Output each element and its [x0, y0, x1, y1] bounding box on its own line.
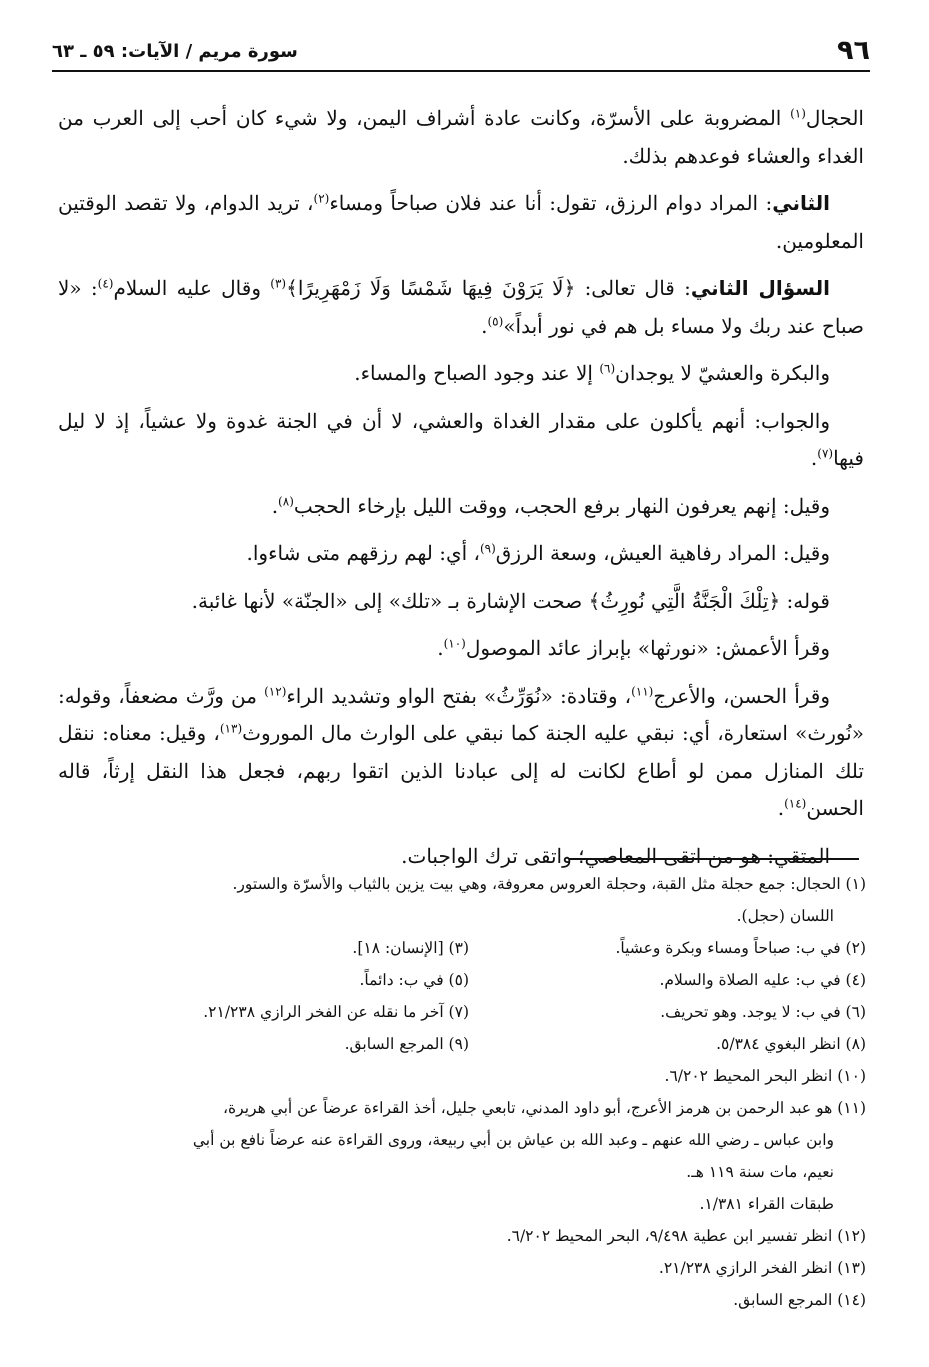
paragraph-6: وقيل: إنهم يعرفون النهار برفع الحجب، ووقت الليل بإرخاء الحجب$^{(٨)}$.: [271, 493, 830, 518]
footnote-11-continuation: طبقات القراء ١/٣٨١.: [699, 1195, 834, 1213]
footnote-ref-6[interactable]: (٦): [599, 361, 616, 376]
footnote-11: (١١) هو عبد الرحمن بن هرمز الأعرج، أبو داود المدني، تابعي جليل، أخذ القراءة عرضاً عن أبي هريرة،: [223, 1099, 866, 1117]
footnote-row: [72, 964, 866, 996]
paragraph-2: الثاني: المراد دوام الرزق، تقول: أنا عند فلان صباحاً ومساء$^{(٢)}$، تريد الدوام، ولا تقصد الوقتين المعلومين.: [58, 191, 864, 253]
paragraph-lead: الثاني: [772, 191, 830, 215]
footnote-ref-8[interactable]: (٨): [278, 493, 294, 508]
footnote-row: [72, 996, 866, 1028]
paragraph-7: وقيل: المراد رفاهية العيش، وسعة الرزق$^{(٩)}$، أي: لهم رزقهم متى شاءوا.: [246, 541, 830, 565]
footnote-10: (١٠) انظر البحر المحيط ٦/٢٠٢.: [664, 1067, 866, 1085]
paragraph-10: وقرأ الحسن، والأعرج$^{(١١)}$، وقتادة: «نُوَرِّثُ» بفتح الواو وتشديد الراء$^{(١٢)}$ من ورَّث مضعفاً، وقوله: «نُورث» استعارة، أي: نبقي عليه الجنة كما نبقي على الوارث مال الموروث$^{(١٣)}$، وقيل: معناه: ننقل تلك المنازل ممن لو أطاع لكانت له إلى عبادنا الذين اتقوا ربهم، فجعل هذا النقل إرثاً، قاله الحسن$^{(١٤)}$.: [58, 683, 864, 820]
footnote-ref-4[interactable]: (٤): [97, 276, 114, 291]
footnotes: [72, 868, 866, 1316]
footnote-7: (٧) آخر ما نقله عن الفخر الرازي ٢١/٢٣٨.: [203, 1003, 469, 1021]
paragraph-5: والجواب: أنهم يأكلون على مقدار الغداة والعشي، لا أن في الجنة غدوة ولا عشياً، إذ لا ليل فيها$^{(٧)}$.: [58, 408, 864, 470]
footnote-ref-5[interactable]: (٥): [487, 313, 504, 328]
page-number: ٩٦: [837, 35, 870, 66]
footnote-8: (٨) انظر البغوي ٥/٣٨٤.: [716, 1035, 866, 1053]
page-header: [52, 30, 870, 72]
footnote-row: [72, 932, 866, 964]
footnote-1: (١) الحجال: جمع حجلة مثل القبة، وحجلة العروس معروفة، وهي بيت يزين بالثياب والأسرّة والستور.: [232, 875, 866, 893]
footnote-ref-12[interactable]: (١٢): [264, 683, 287, 698]
footnote-divider: [569, 858, 859, 860]
footnote-4: (٤) في ب: عليه الصلاة والسلام.: [659, 971, 866, 989]
paragraph-11: المتقي: هو من اتقى المعاصي؛ واتقى ترك الواجبات.: [401, 843, 830, 868]
footnote-9: (٩) المرجع السابق.: [344, 1035, 469, 1053]
footnote-ref-7[interactable]: (٧): [817, 446, 834, 461]
footnote-5: (٥) في ب: دائماً.: [359, 971, 469, 989]
footnote-11-continuation: وابن عباس ـ رضي الله عنهم ـ وعبد الله بن عياش بن أبي ربيعة، وروى القراءة عنه عرضاً نافع بن أبي: [192, 1131, 834, 1149]
footnote-ref-3[interactable]: (٣): [270, 276, 287, 291]
paragraph-8: قوله: ﴿تِلْكَ الْجَنَّةُ الَّتِي نُورِثُ﴾ صحت الإشارة بـ «تلك» إلى «الجنّة» لأنها غائبة.: [191, 588, 830, 613]
quran-verse: ﴿تِلْكَ الْجَنَّةُ الَّتِي نُورِثُ﴾: [588, 588, 781, 613]
footnote-row: [72, 1028, 866, 1060]
paragraph-9: وقرأ الأعمش: «نورثها» بإبراز عائد الموصول$^{(١٠)}$.: [437, 636, 830, 660]
footnote-11-continuation: نعيم، مات سنة ١١٩ هـ.: [686, 1163, 834, 1181]
paragraph-4: والبكرة والعشيّ لا يوجدان$^{(٦)}$ إلا عند وجود الصباح والمساء.: [354, 361, 830, 385]
footnote-14: (١٤) المرجع السابق.: [733, 1291, 866, 1309]
footnote-3: (٣) [الإنسان: ١٨].: [352, 939, 469, 957]
footnote-ref-14[interactable]: (١٤): [784, 796, 807, 811]
footnote-1-continuation: اللسان (حجل).: [736, 907, 834, 925]
footnote-ref-11[interactable]: (١١): [631, 683, 654, 698]
main-text: [58, 100, 864, 885]
footnote-ref-10[interactable]: (١٠): [443, 636, 466, 651]
footnote-12: (١٢) انظر تفسير ابن عطية ٩/٤٩٨، البحر المحيط ٦/٢٠٢.: [506, 1227, 866, 1245]
footnote-13: (١٣) انظر الفخر الرازي ٢١/٢٣٨.: [658, 1259, 866, 1277]
paragraph-lead: السؤال الثاني: [690, 276, 830, 300]
footnote-ref-13[interactable]: (١٣): [219, 721, 243, 736]
paragraph-3: السؤال الثاني: قال تعالى: ﴿لَا يَرَوْنَ فِيهَا شَمْسًا وَلَا زَمْهَرِيرًا﴾$^{(٣)}$ وقال عليه السلام$^{(٤)}$: «لا صباح عند ربك ولا مساء بل هم في نور أبداً»$^{(٥)}$.: [58, 276, 864, 338]
footnote-2: (٢) في ب: صباحاً ومساء وبكرة وعشياً.: [615, 939, 866, 957]
footnote-ref-1[interactable]: (١): [790, 106, 806, 121]
paragraph-1: الحجال$^{(١)}$ المضروبة على الأسرّة، وكانت عادة أشراف اليمن، ولا شيء كان أحب إلى العرب من الغداء والعشاء فوعدهم بذلك.: [58, 106, 864, 168]
running-title: سورة مريم / الآيات: ٥٩ ـ ٦٣: [52, 41, 298, 62]
footnote-6: (٦) في ب: لا يوجد. وهو تحريف.: [660, 1003, 866, 1021]
footnote-ref-9[interactable]: (٩): [479, 541, 496, 556]
footnote-ref-2[interactable]: (٢): [313, 191, 330, 206]
quran-verse: ﴿لَا يَرَوْنَ فِيهَا شَمْسًا وَلَا زَمْهَرِيرًا﴾: [286, 276, 576, 300]
